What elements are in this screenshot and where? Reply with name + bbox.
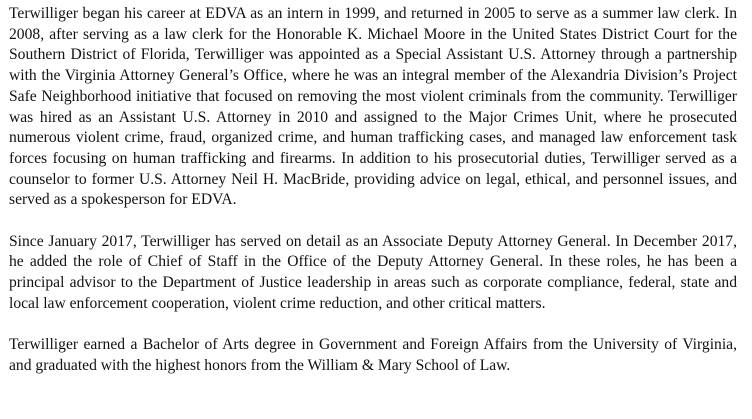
document-body (9, 4, 737, 397)
paragraph-current-role: Since January 2017, Terwilliger has served on detail as an Associate Deputy Attorney General. In December 2017, he added the role of Chief of Staff in the Office of the Deputy Attorney General. In these roles, he has been a principal advisor to the Department of Justice leadership in areas such as corporate compliance, federal, state and local law enforcement cooperation, violent crime reduction, and other critical matters. (9, 232, 737, 312)
paragraph-career: Terwilliger began his career at EDVA as an intern in 1999, and returned in 2005 to serve as a summer law clerk. In 2008, after serving as a law clerk for the Honorable K. Michael Moore in the United States District Court for the Southern District of Florida, Terwilliger was appointed as a Special Assistant U.S. Attorney through a partnership with the Virginia Attorney General’s Office, where he was an integral member of the Alexandria Division’s Project Safe Neighborhood initiative that focused on removing the most violent criminals from the community. Terwilliger was hired as an Assistant U.S. Attorney in 2010 and assigned to the Major Crimes Unit, where he prosecuted numerous violent crime, fraud, organized crime, and human trafficking cases, and managed law enforcement task forces focusing on human trafficking and firearms. In addition to his prosecutorial duties, Terwilliger served as a counselor to former U.S. Attorney Neil H. MacBride, providing advice on legal, ethical, and personnel issues, and served as a spokesperson for EDVA. (9, 5, 737, 209)
paragraph-education: Terwilliger earned a Bachelor of Arts degree in Government and Foreign Affairs from the University of Virginia, and graduated with the highest honors from the William & Mary School of Law. (9, 335, 737, 374)
